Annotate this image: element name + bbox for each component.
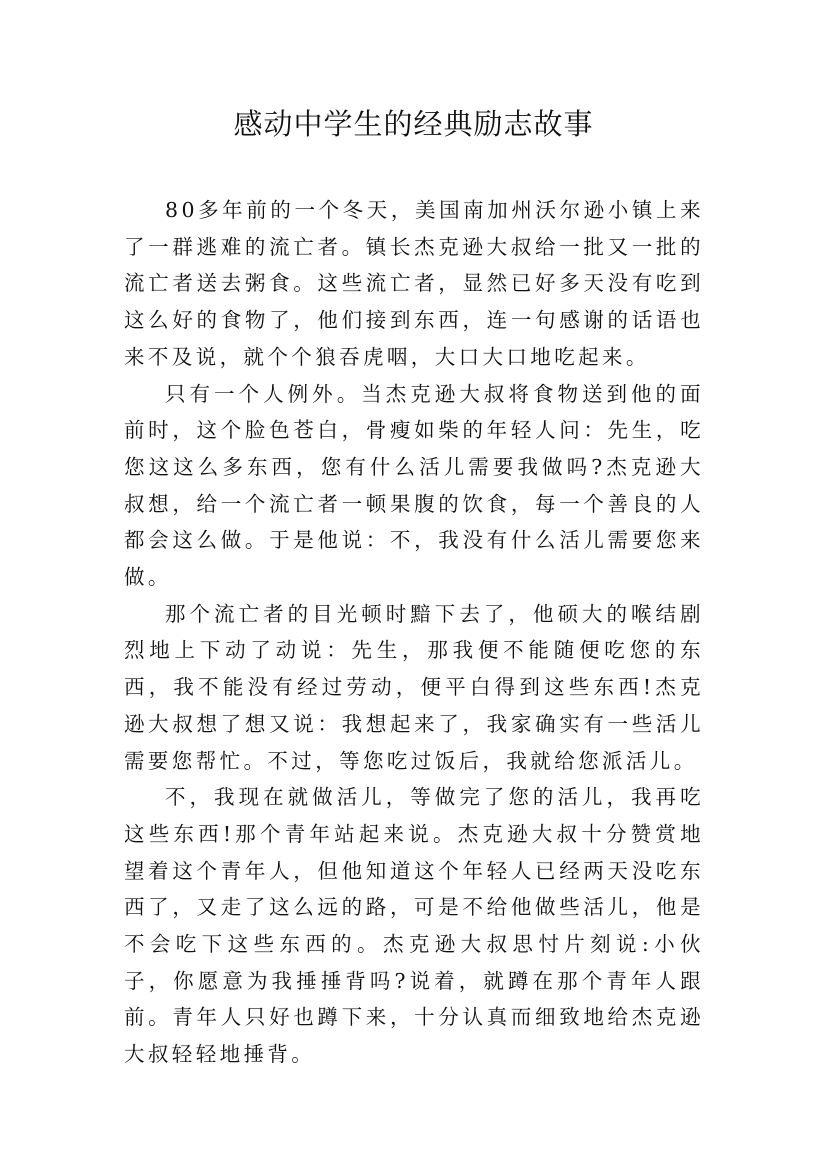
paragraph-2: 只有一个人例外。当杰克逊大叔将食物送到他的面前时，这个脸色苍白，骨瘦如柴的年轻人问：先生，吃您这这么多东西，您有什么活儿需要我做吗?杰克逊大叔想，给一个流亡者一顿果腹的饮食，每一个善良的人都会这么做。于是他说：不，我没有什么活儿需要您来做。 xyxy=(124,381,704,590)
document-body xyxy=(124,192,704,1073)
paragraph-4: 不，我现在就做活儿，等做完了您的活儿，我再吃这些东西!那个青年站起来说。杰克逊大叔十分赞赏地望着这个青年人，但他知道这个年轻人已经两天没吃东西了，又走了这么远的路，可是不给他做些活儿，他是不会吃下这些东西的。杰克逊大叔思忖片刻说:小伙子，你愿意为我捶捶背吗?说着，就蹲在那个青年人跟前。青年人只好也蹲下来，十分认真而细致地给杰克逊大叔轻轻地捶背。 xyxy=(124,785,704,1067)
document-title: 感动中学生的经典励志故事 xyxy=(233,107,594,141)
paragraph-3: 那个流亡者的目光顿时黯下去了，他硕大的喉结剧烈地上下动了动说：先生，那我便不能随便吃您的东西，我不能没有经过劳动，便平白得到这些东西!杰克逊大叔想了想又说：我想起来了，我家确实有一些活儿需要您帮忙。不过，等您吃过饭后，我就给您派活儿。 xyxy=(124,601,704,773)
paragraph-1: 80多年前的一个冬天，美国南加州沃尔逊小镇上来了一群逃难的流亡者。镇长杰克逊大叔给一批又一批的流亡者送去粥食。这些流亡者，显然已好多天没有吃到这么好的食物了，他们接到东西，连一句感谢的话语也来不及说，就个个狼吞虎咽，大口大口地吃起来。 xyxy=(124,198,704,369)
